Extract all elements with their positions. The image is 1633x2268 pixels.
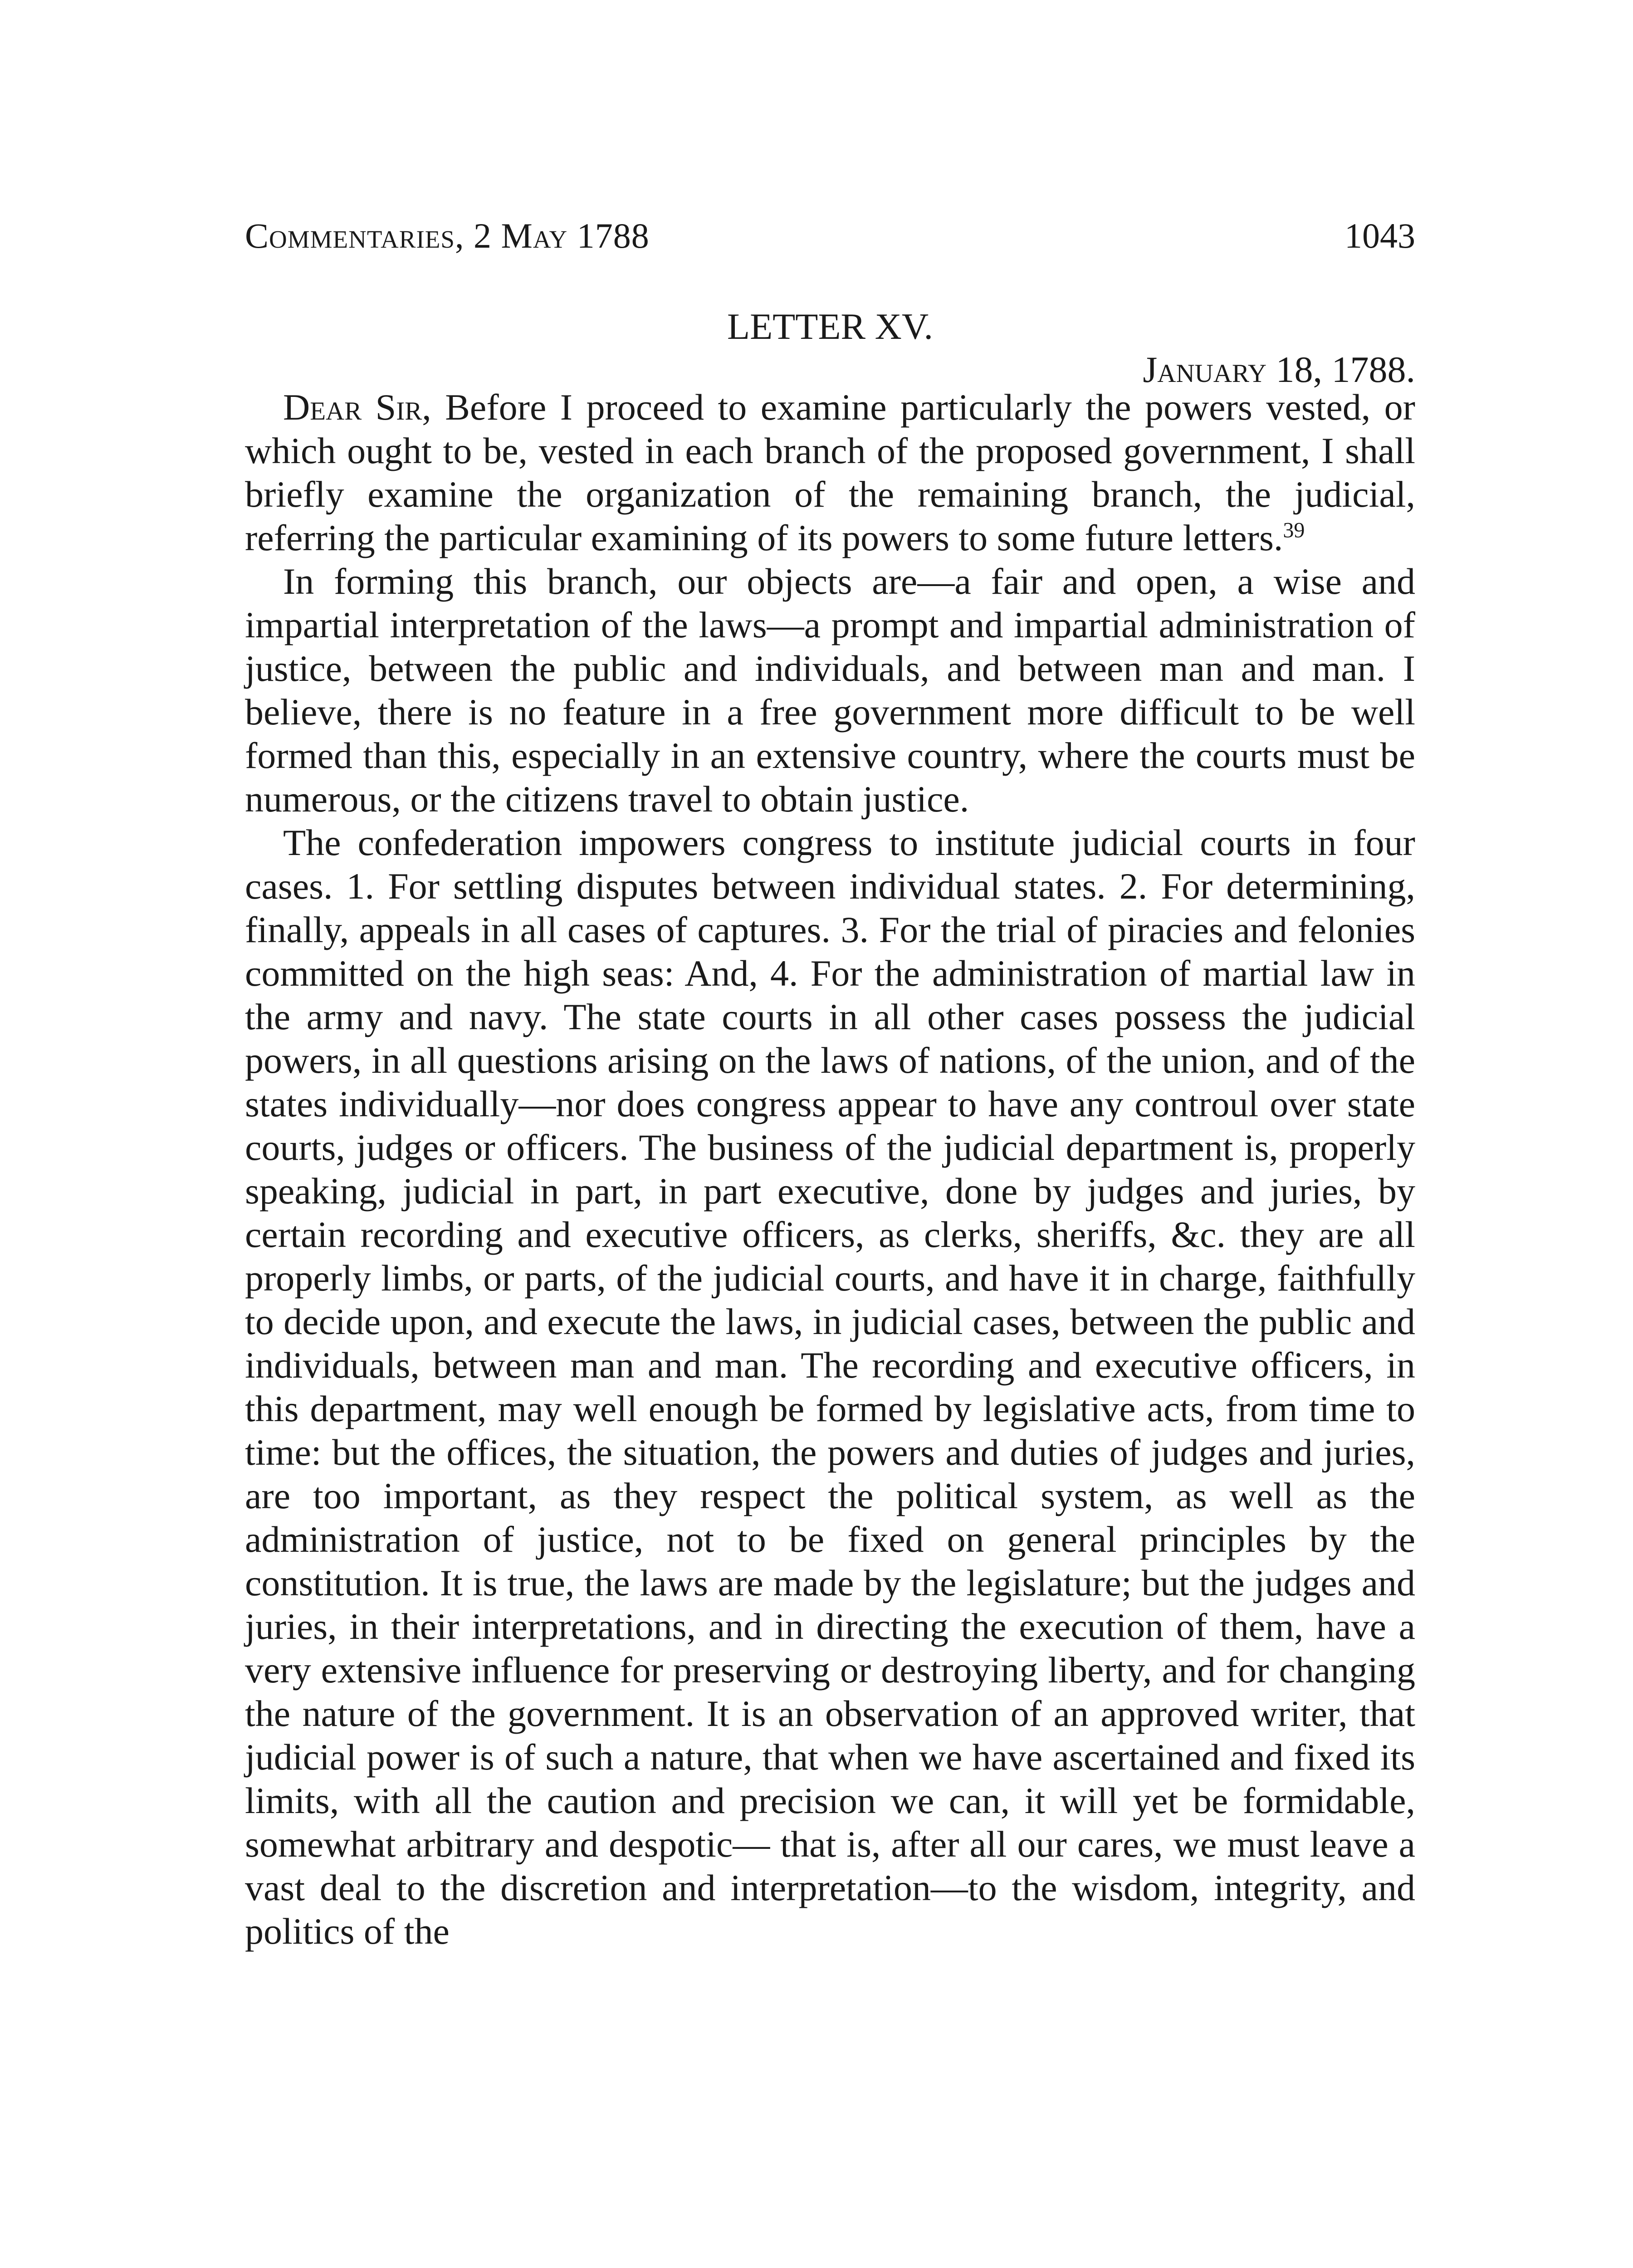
letter-dateline: January 18, 1788. (1143, 349, 1415, 390)
page-number: 1043 (1345, 216, 1415, 255)
paragraph-1 (245, 386, 1415, 560)
salutation: Dear Sir, (283, 386, 431, 428)
running-head-title: Commentaries, 2 May 1788 (245, 216, 650, 255)
running-head (245, 209, 1415, 263)
paragraph-1-text: Before I proceed to examine particularly the powers vested, or which ought to be, vested in each branch of the proposed government, I shall briefly examine the organization of the remaining branch, the judicial, referring the particular examining of its powers to some future letters. (245, 386, 1415, 558)
paragraph-3: The confederation impowers congress to institute judicial courts in four cases. 1. For settling disputes between individual states. 2. For determining, finally, appeals in all cases of captures. 3. For the trial of piracies and felonies committed on the high seas: And, 4. For the administration of martial law in the army and navy. The state courts in all other cases possess the judicial powers, in all questions arising on the laws of nations, of the union, and of the states individually—nor does congress appear to have any controul over state courts, judges or officers. The business of the judicial department is, properly speaking, judicial in part, in part executive, done by judges and juries, by certain recording and executive officers, as clerks, sheriffs, &c. they are all properly limbs, or parts, of the judicial courts, and have it in charge, faithfully to decide upon, and execute the laws, in judicial cases, between the public and individuals, between man and man. The recording and executive officers, in this department, may well enough be formed by legislative acts, from time to time: but the offices, the situation, the powers and duties of judges and juries, are too important, as they respect the political system, as well as the administration of justice, not to be fixed on general principles by the constitution. It is true, the laws are made by the legislature; but the judges and juries, in their interpretations, and in directing the execution of them, have a very extensive influence for preserving or destroying liberty, and for changing the nature of the government. It is an observation of an approved writer, that judicial power is of such a nature, that when we have ascertained and fixed its limits, with all the caution and precision we can, it will yet be formidable, somewhat arbitrary and despotic— that is, after all our cares, we must leave a vast deal to the discretion and interpretation—to the wisdom, integrity, and politics of the (245, 822, 1415, 1952)
letter-body (245, 386, 1415, 1953)
letter-heading: LETTER XV. (727, 306, 933, 347)
footnote-reference: 39 (1283, 518, 1305, 543)
paragraph-2: In forming this branch, our objects are—a fair and open, a wise and impartial interpretation of the laws—a prompt and impartial administration of justice, between the public and individuals, and between man and man. I believe, there is no feature in a free government more difficult to be well formed than this, especially in an extensive country, where the courts must be numerous, or the citizens travel to obtain justice. (245, 561, 1415, 820)
